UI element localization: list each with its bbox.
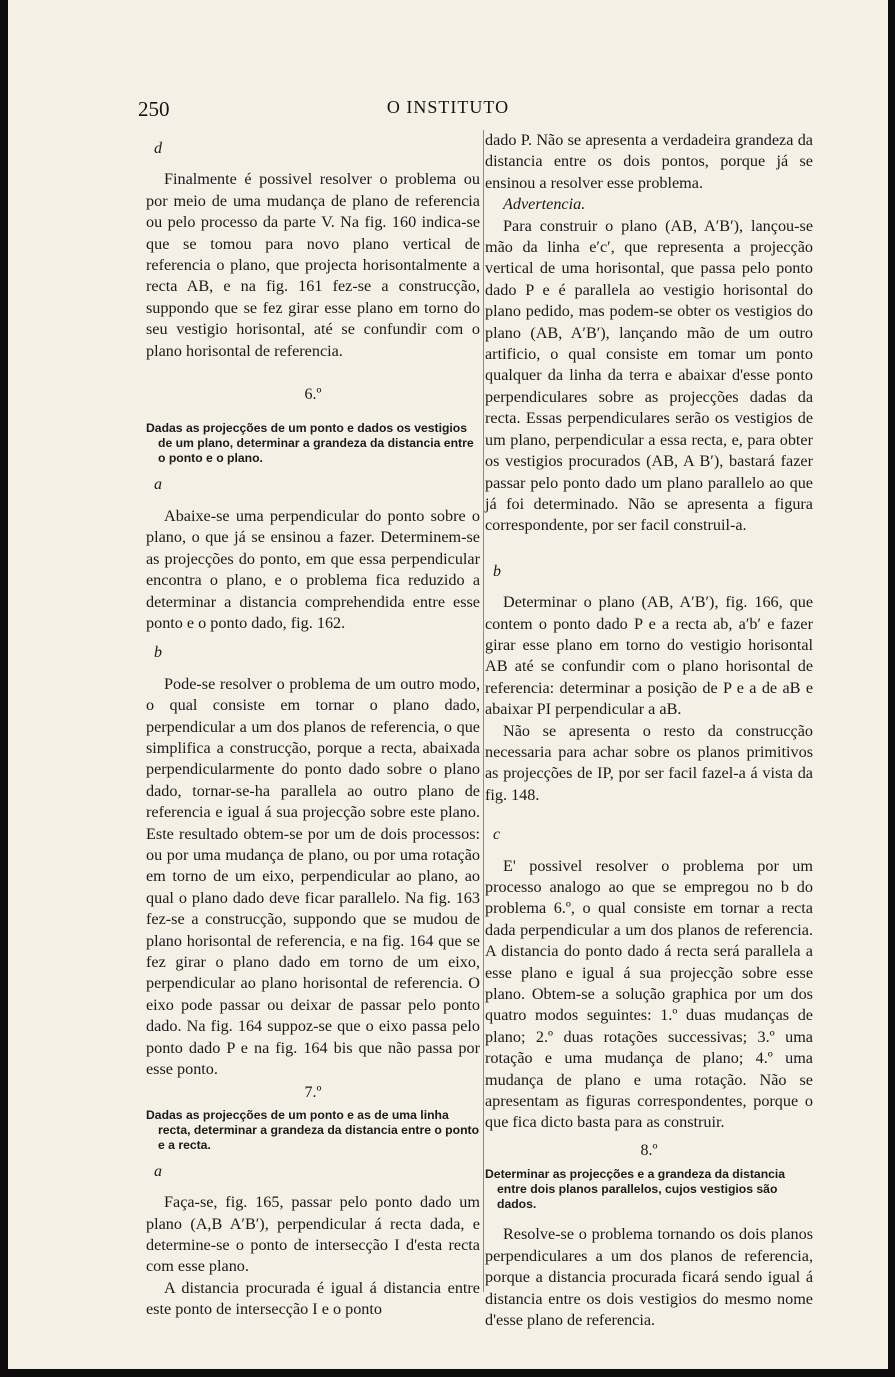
page-header xyxy=(8,97,888,127)
section-8-title: Determinar as projecções e a grandeza da distancia entre dois planos parallelos, cujos vestigios são dados. xyxy=(485,1167,786,1212)
advertencia-heading: Advertencia. xyxy=(503,195,586,214)
item-letter-b: b xyxy=(154,644,162,662)
paragraph-continued: dado P. Não se apresenta a verdadeira grandeza da distancia entre os dois pontos, porque já se ensinou a resolver esse problema. xyxy=(485,131,813,192)
section-6-title: Dadas as projecções de um ponto e dados os vestigios de um plano, determinar a grandeza da distancia entre o ponto e o plano. xyxy=(146,421,474,466)
paragraph-d: Finalmente é possivel resolver o problema ou por meio de uma mudança de plano de referencia ou pelo processo da parte V. Na fig. 160 indica-se que se tomou para novo plano vertical de referencia o plano, que projecta horisontalmente a recta AB, e na fig. 161 fez-se a construcção, suppondo que se fez girar esse plano em torno do seu vestigio horisontal, até se confundir com o plano horisontal de referencia. xyxy=(146,170,480,360)
paragraph-8: Resolve-se o problema tornando os dois planos perpendiculares a um dos planos de referencia, porque a distancia procurada ficará sendo igual á distancia entre os dois vestigios do mesmo nome d'esse plano de referencia. xyxy=(485,1225,813,1329)
section-7-number: 7.º xyxy=(304,1084,322,1102)
left-column xyxy=(146,130,480,1321)
paragraph-c: E' possivel resolver o problema por um processo analogo ao que se empregou no b do problema 6.º, o qual consiste em tornar a recta dada perpendicular a um dos planos de referencia. A distancia do ponto dado á recta será parallela a esse plano e igual á sua projecção sobre esse plano. Obtem-se a solução graphica por um dos quatro modos seguintes: 1.º duas mudanças de plano; 2.º duas rotações successivas; 3.º uma rotação e uma mudança de plano; 4.º uma mudança de plano e uma rotação. Não se apresentam as figuras correspondentes, porque o que fica dicto basta para as construir. xyxy=(485,856,813,1132)
book-page xyxy=(8,0,888,1369)
section-7-title: Dadas as projecções de um ponto e as de uma linha recta, determinar a grandeza da distancia entre o ponto e a recta. xyxy=(146,1107,480,1152)
right-column xyxy=(485,130,813,1331)
paragraph-a2-continued: A distancia procurada é igual á distancia entre este ponto de intersecção I e o ponto xyxy=(146,1278,480,1319)
item-letter-a2: a xyxy=(154,1162,162,1180)
paragraph-a2: Faça-se, fig. 165, passar pelo ponto dado um plano (A,B A′B′), perpendicular á recta dada, e determine-se o ponto de intersecção I d'esta recta com esse plano. xyxy=(146,1193,480,1276)
paragraph-b-right: Determinar o plano (AB, A′B′), fig. 166, que contem o ponto dado P e a recta ab, a′b′ e fazer girar esse plano em torno do vestigio horisontal AB até se confundir com o plano horisontal de referencia: determinar a posição de P e a de aB e abaixar PI perpendicular a aB. xyxy=(485,593,813,719)
paragraph-advertencia: Para construir o plano (AB, A′B′), lançou-se mão da linha e′c′, que representa a projecção vertical de uma horisontal, que passa pelo ponto dado P e é parallela ao vestigio horisontal do plano pedido, mas podem-se obter os vestigios do plano (AB, A′B′), lançando mão de um outro artificio, o qual consiste em tomar um ponto qualquer da linha da terra e abaixar d'esse ponto perpendiculares sobre as projecções dadas da recta. Essas perpendiculares serão os vestigios de um plano, perpendicular a essa recta, e, para obter os vestigios procurados (AB, A B′), bastará fazer passar pelo ponto dado um plano parallelo ao que já foi determinado. Não se apresenta a figura correspondente, por ser facil construil-a. xyxy=(485,216,813,535)
section-6-number: 6.º xyxy=(304,386,322,404)
paragraph-b: Pode-se resolver o problema de um outro modo, o qual consiste em tornar o plano dado, perpendicular a um dos planos de referencia, o que simplifica a construcção, porque a recta, abaixada perpendicularmente do ponto dado sobre o plano dado, tornar-se-ha parallela ao outro plano de referencia e igual á sua projecção sobre este plano. Este resultado obtem-se por um de dois processos: ou por uma mudança de plano, ou por uma rotação em torno de um eixo, perpendicular ao plano, ao qual o plano dado deve ficar parallelo. Na fig. 163 fez-se a construcção, suppondo que se mudou de plano horisontal de referencia, e na fig. 164 que se fez girar o plano dado em torno de um eixo, perpendicular ao plano horisontal de referencia. O eixo pode passar ou deixar de passar pelo ponto dado. Na fig. 164 suppoz-se que o eixo passa pelo ponto dado P e na fig. 164 bis que não passa por esse ponto. xyxy=(146,674,480,1079)
paragraph-b-right-2: Não se apresenta o resto da construcção necessaria para achar sobre os planos primitivos as projecções de IP, por ser facil fazel-a á vista da fig. 148. xyxy=(485,721,813,804)
column-divider xyxy=(483,130,484,1292)
paragraph-a: Abaixe-se uma perpendicular do ponto sobre o plano, o que já se ensinou a fazer. Determinem-se as projecções do ponto, em que essa perpendicular encontra o plano, e o problema fica reduzido a determinar a distancia comprehendida entre esse ponto e o ponto dado, fig. 162. xyxy=(146,506,480,632)
item-letter-d: d xyxy=(154,140,162,157)
section-8-number: 8.º xyxy=(640,1141,658,1159)
running-title: O INSTITUTO xyxy=(386,97,510,117)
item-letter-b-right: b xyxy=(493,562,501,580)
item-letter-c: c xyxy=(493,826,501,844)
page-number: 250 xyxy=(138,97,170,121)
item-letter-a: a xyxy=(154,476,162,494)
